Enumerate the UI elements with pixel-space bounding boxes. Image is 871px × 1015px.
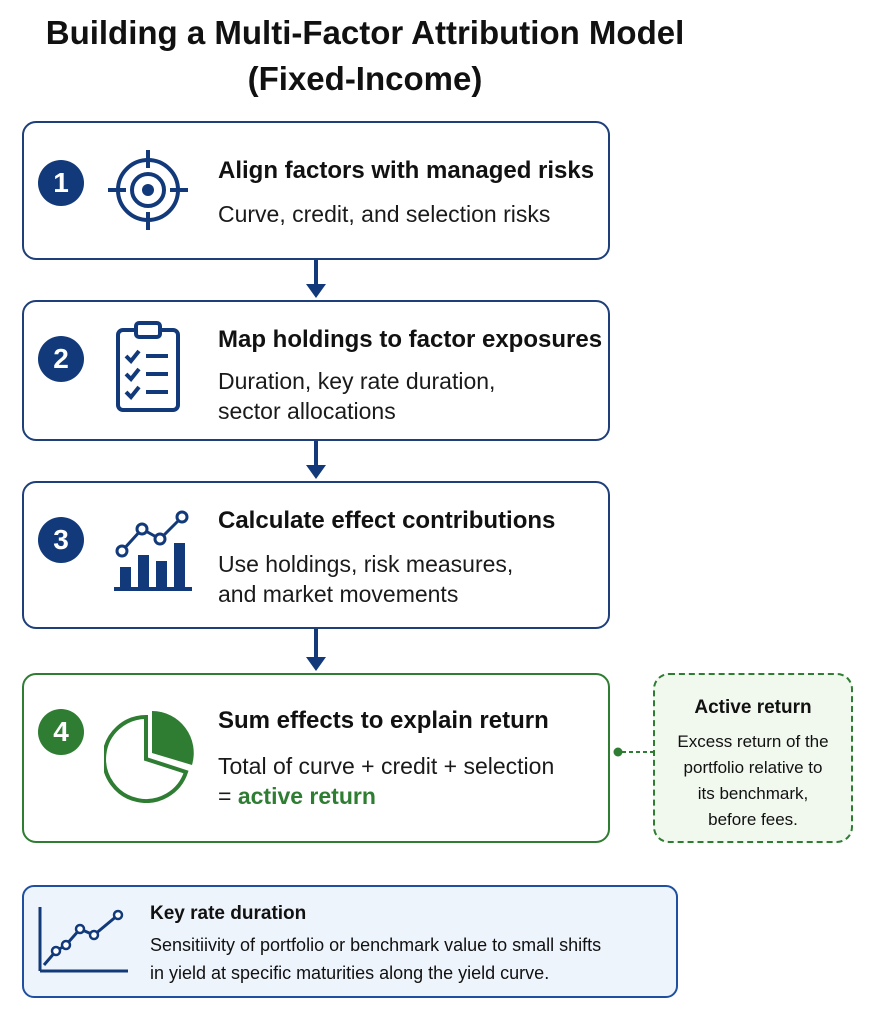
step-1-card	[22, 121, 610, 260]
step-3-number: 3	[38, 517, 84, 563]
step-2-desc-line-1: Duration, key rate duration,	[218, 368, 496, 394]
definition-desc-line-2: in yield at specific maturities along the yield curve.	[150, 963, 550, 983]
step-2-desc-line-2: sector allocations	[218, 398, 396, 424]
callout-desc-line-2: portfolio relative to	[683, 758, 823, 777]
target-icon	[106, 148, 190, 237]
step-3-desc-line-1: Use holdings, risk measures,	[218, 551, 514, 577]
step-4-number: 4	[38, 709, 84, 755]
clipboard-checklist-icon	[110, 320, 186, 421]
callout-connector	[608, 744, 656, 760]
definition-description	[150, 931, 670, 987]
callout-desc-line-4: before fees.	[708, 810, 798, 829]
callout-title: Active return	[694, 697, 812, 718]
step-2-card	[22, 300, 610, 441]
step-3-desc-line-2: and market movements	[218, 581, 459, 607]
bar-line-chart-icon	[110, 509, 196, 598]
step-3-title: Calculate effect contributions	[218, 507, 556, 534]
definition-title: Key rate duration	[150, 903, 307, 924]
equals-sign: =	[218, 783, 238, 809]
active-return-term: active return	[237, 783, 376, 809]
callout-description	[655, 729, 851, 833]
step-3-description	[218, 549, 513, 609]
step-4-result-line	[218, 781, 554, 811]
step-4-description	[218, 751, 554, 811]
step-1-desc-line: Curve, credit, and selection risks	[218, 201, 551, 227]
step-4-card	[22, 673, 610, 843]
step-2-description	[218, 366, 495, 426]
step-2-number: 2	[38, 336, 84, 382]
flow-arrow-2	[304, 441, 328, 481]
active-return-callout	[653, 673, 853, 843]
title-line-1: Building a Multi-Factor Attribution Model	[45, 14, 685, 51]
step-1-title: Align factors with managed risks	[218, 157, 595, 184]
step-2-title: Map holdings to factor exposures	[218, 326, 603, 353]
step-3-card	[22, 481, 610, 629]
step-4-desc-line: Total of curve + credit + selection	[218, 753, 555, 779]
step-4-title: Sum effects to explain return	[218, 707, 549, 734]
line-chart-icon	[36, 905, 130, 980]
page-title	[0, 10, 730, 102]
callout-desc-line-3: its benchmark,	[697, 784, 809, 803]
pie-chart-icon	[104, 703, 196, 808]
title-line-2: (Fixed-Income)	[247, 60, 483, 97]
flow-arrow-1	[304, 260, 328, 300]
flow-arrow-3	[304, 629, 328, 673]
definition-desc-line-1: Sensitiivity of portfolio or benchmark value to small shifts	[150, 935, 602, 955]
step-1-description	[218, 199, 550, 229]
callout-desc-line-1: Excess return of the	[677, 732, 829, 751]
key-rate-duration-box	[22, 885, 678, 998]
step-1-number: 1	[38, 160, 84, 206]
